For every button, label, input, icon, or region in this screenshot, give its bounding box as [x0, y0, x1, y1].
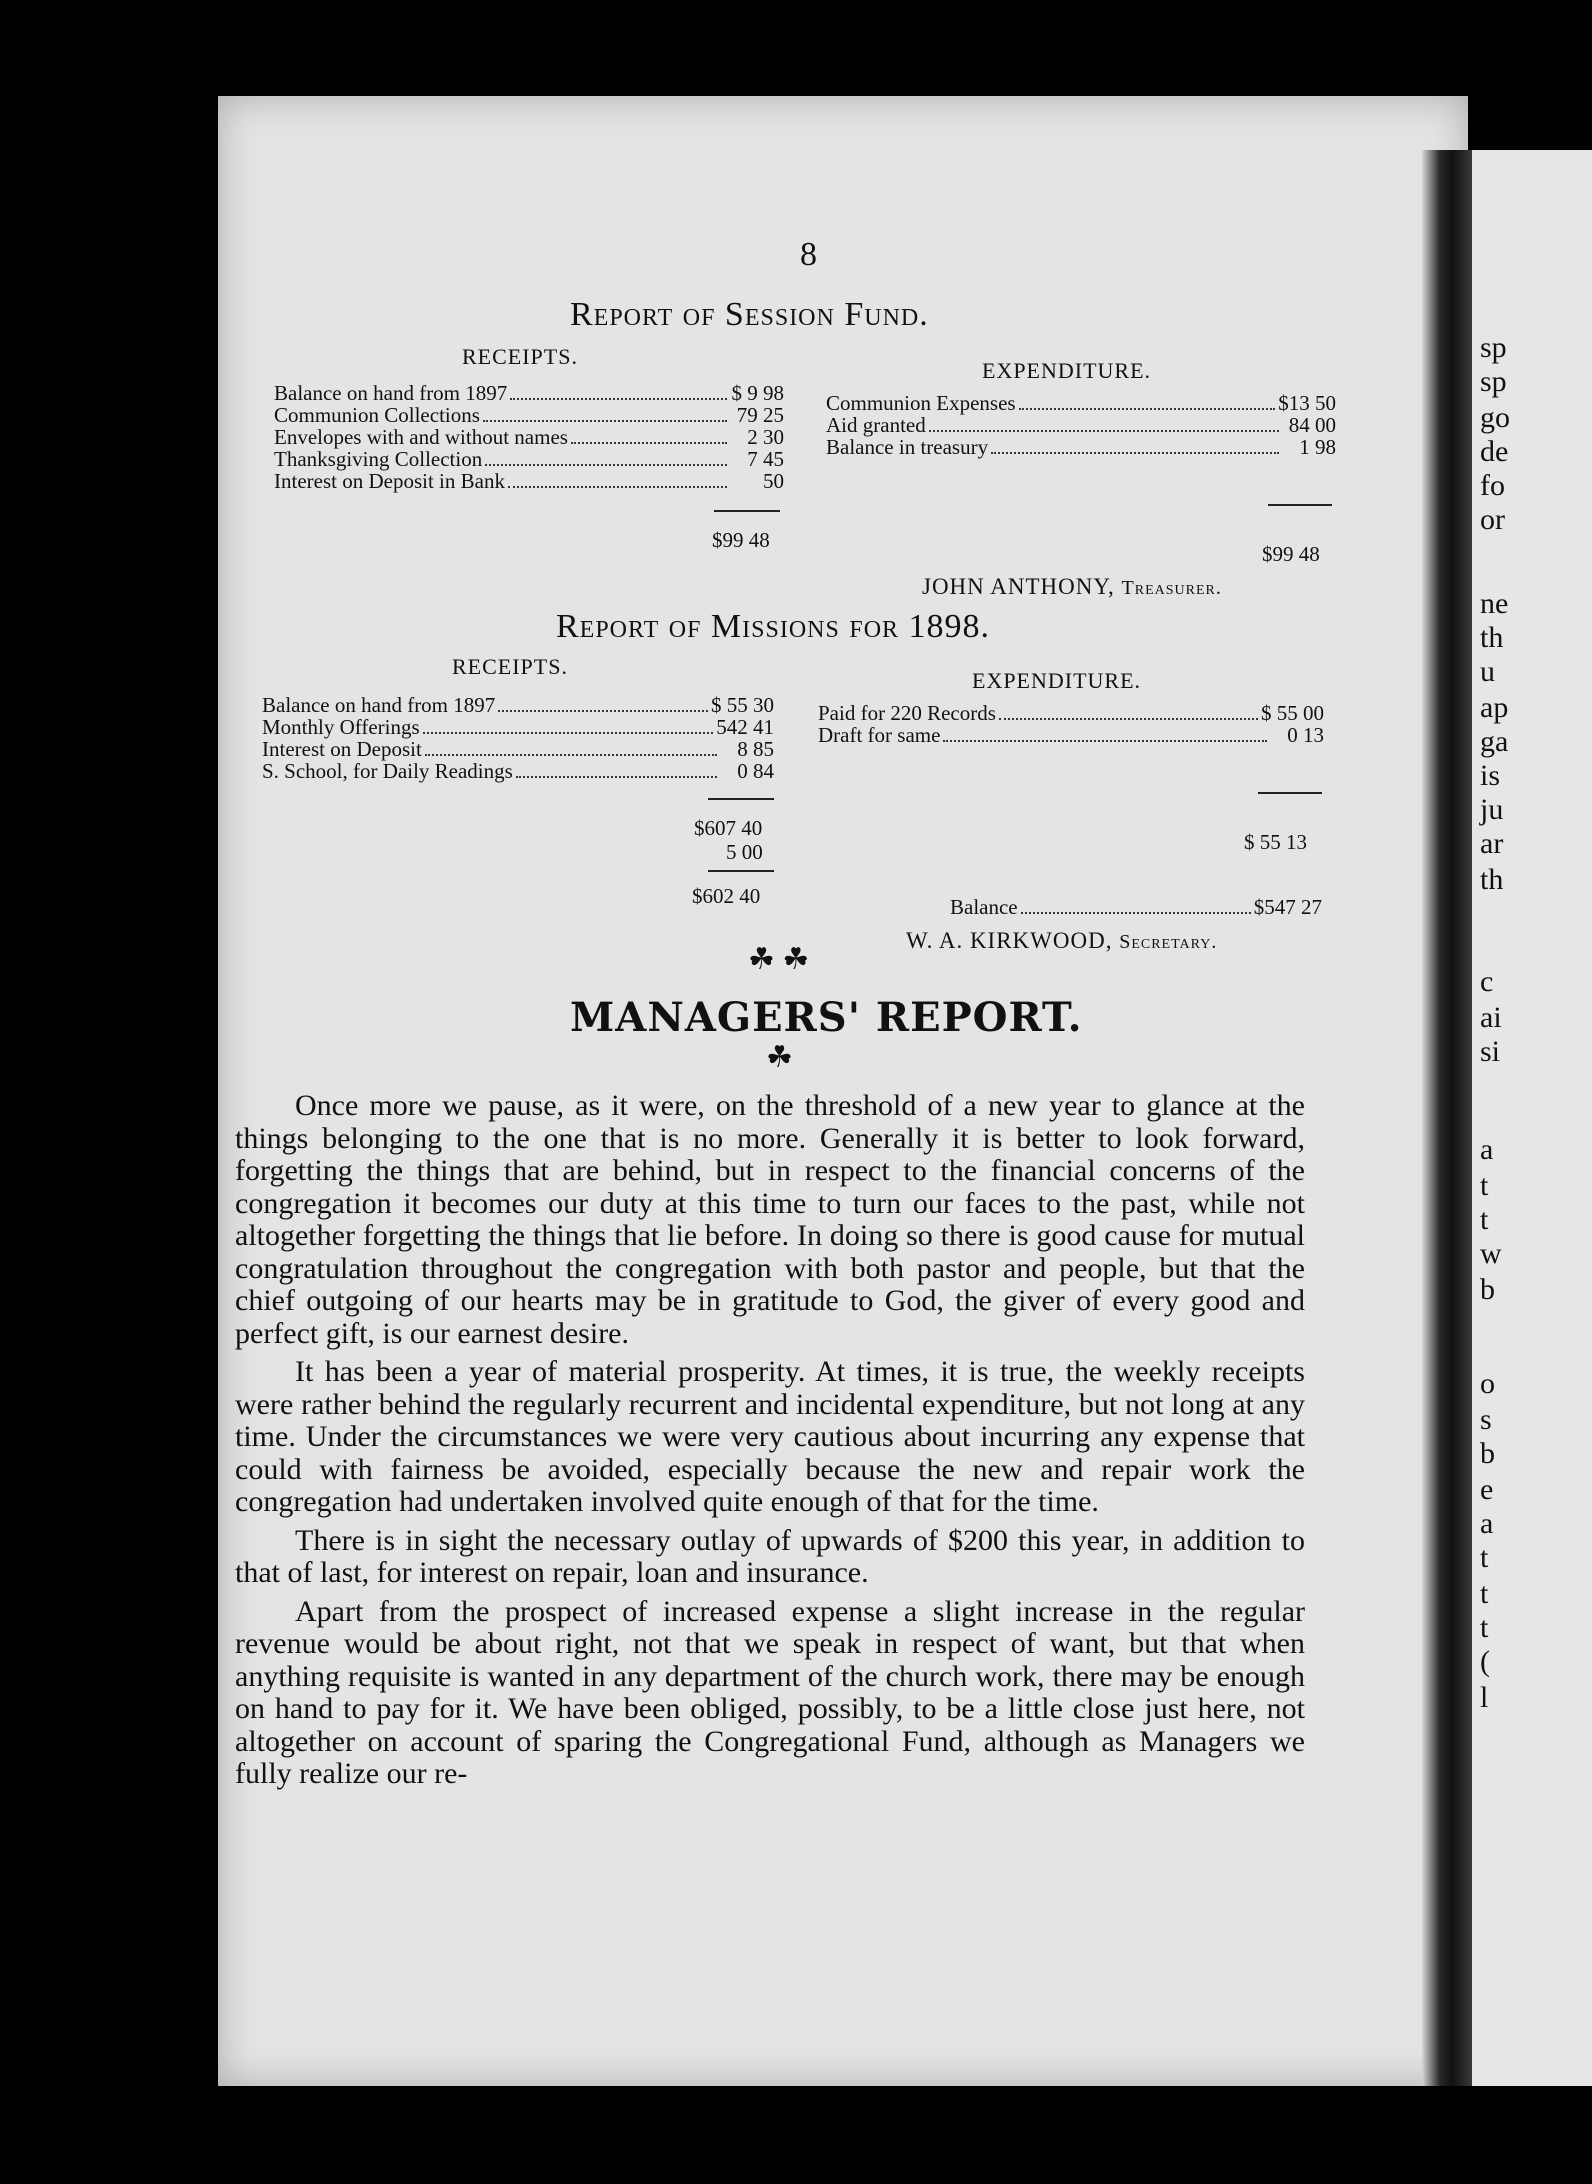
dot-leader — [516, 776, 717, 778]
row-label: Communion Collections — [274, 403, 480, 427]
facing-page-fragment: s — [1480, 1403, 1492, 1436]
dot-leader — [1019, 408, 1276, 410]
balance-label: Balance — [950, 895, 1018, 919]
missions-receipt-row — [262, 738, 774, 761]
facing-page-fragment: sp — [1480, 365, 1507, 398]
sum-rule — [714, 510, 780, 512]
facing-page-fragment: t — [1480, 1541, 1489, 1574]
missions-receipts-total: $602 40 — [692, 884, 761, 908]
row-label: Envelopes with and without names — [274, 425, 568, 449]
session-fund-title: Report of Session Fund. — [570, 296, 929, 333]
dot-leader — [508, 486, 727, 488]
facing-page-fragment: b — [1480, 1273, 1495, 1306]
ornament-single: ☘ — [766, 1041, 793, 1074]
dot-leader — [999, 718, 1258, 720]
dot-leader — [510, 398, 727, 400]
facing-page-fragment: ju — [1480, 793, 1504, 826]
row-label: Balance on hand from 1897 — [262, 693, 496, 717]
missions-receipt-row — [262, 694, 774, 717]
facing-page-fragment: de — [1480, 435, 1509, 468]
dot-leader — [1021, 912, 1251, 914]
facing-page-fragment: or — [1480, 503, 1505, 536]
facing-page-fragment: e — [1480, 1473, 1494, 1506]
facing-page-fragment: a — [1480, 1133, 1494, 1166]
session-expenditure-total: $99 48 — [1262, 542, 1320, 566]
facing-page-fragment: u — [1480, 655, 1495, 688]
row-amount: $ 9 98 — [731, 381, 784, 405]
book-gutter — [1422, 150, 1472, 2086]
row-label: Paid for 220 Records — [818, 701, 996, 725]
session-receipts-heading: RECEIPTS. — [462, 344, 578, 369]
facing-page-fragment: sp — [1480, 331, 1507, 364]
sum-rule — [1258, 792, 1322, 794]
facing-page-fragment: c — [1480, 965, 1494, 998]
facing-page-fragment: ne — [1480, 587, 1509, 620]
row-label: Aid granted — [826, 413, 926, 437]
dot-leader — [571, 442, 727, 444]
dot-leader — [485, 464, 727, 466]
row-amount: 79 25 — [736, 403, 784, 427]
facing-page-fragment: t — [1480, 1611, 1489, 1644]
signature-title: Treasurer. — [1121, 577, 1222, 599]
row-amount: 2 30 — [747, 425, 784, 449]
signature-title: Secretary. — [1119, 931, 1218, 953]
facing-page-fragment: t — [1480, 1577, 1489, 1610]
facing-page-fragment: t — [1480, 1169, 1489, 1202]
row-amount: 0 13 — [1287, 723, 1324, 747]
facing-page-fragment: w — [1480, 1237, 1502, 1270]
facing-page — [1472, 150, 1592, 2086]
dot-leader — [423, 732, 714, 734]
facing-page-fragment: th — [1480, 621, 1504, 654]
facing-page-fragment: ( — [1480, 1645, 1490, 1678]
facing-page-fragment: ai — [1480, 1001, 1502, 1034]
sum-rule — [708, 870, 774, 872]
facing-page-fragment: o — [1480, 1367, 1495, 1400]
row-amount: $ 55 00 — [1261, 701, 1324, 725]
missions-receipt-row — [262, 716, 774, 739]
paragraph: Apart from the prospect of increased expense a slight increase in the regular revenue would be about right, not that we speak in respect of want, but that when anything requisite is wanted in any department of the church work, there may be enough on hand to pay for it. We have been obliged, possibly, to be a little close just here, not altogether on account of sparing the Congregational Fund, although as Managers we fully realize our re- — [235, 1594, 1305, 1790]
sum-rule — [708, 798, 774, 800]
dot-leader — [929, 430, 1279, 432]
page-number: 8 — [800, 236, 817, 273]
dot-leader — [498, 710, 708, 712]
missions-receipts-subtotal: $607 40 — [694, 816, 763, 840]
facing-page-fragment: is — [1480, 759, 1501, 792]
session-expenditure-row — [826, 392, 1336, 415]
managers-report-title: MANAGERS' REPORT. — [570, 994, 1083, 1041]
session-expenditure-row — [826, 436, 1336, 459]
dot-leader — [991, 452, 1279, 454]
facing-page-fragment: th — [1480, 863, 1504, 896]
missions-expenditure-heading: EXPENDITURE. — [972, 668, 1142, 693]
facing-page-fragment: b — [1480, 1437, 1495, 1470]
missions-receipts-heading: RECEIPTS. — [452, 654, 568, 679]
sum-rule — [1268, 504, 1332, 506]
row-label: Communion Expenses — [826, 391, 1016, 415]
session-receipt-row — [274, 382, 784, 405]
row-label: Draft for same — [818, 723, 941, 747]
signature-name: JOHN ANTHONY, — [922, 574, 1115, 599]
balance-amount: $547 27 — [1253, 895, 1322, 919]
facing-page-fragment: ar — [1480, 827, 1504, 860]
missions-expenditure-row — [818, 702, 1324, 725]
row-amount: 8 85 — [737, 737, 774, 761]
row-label: S. School, for Daily Readings — [262, 759, 513, 783]
row-amount: 84 00 — [1288, 413, 1336, 437]
facing-page-fragment: a — [1480, 1507, 1494, 1540]
session-receipt-row — [274, 426, 784, 449]
session-expenditure-row — [826, 414, 1336, 437]
missions-expenditure-row — [818, 724, 1324, 747]
dot-leader — [483, 420, 727, 422]
facing-page-fragment: si — [1480, 1035, 1501, 1068]
missions-receipts-deduction: 5 00 — [726, 840, 763, 864]
facing-page-fragment: ap — [1480, 691, 1509, 724]
missions-balance-row — [950, 896, 1322, 919]
row-label: Interest on Deposit in Bank — [274, 469, 505, 493]
dot-leader — [943, 740, 1267, 742]
session-expenditure-heading: EXPENDITURE. — [982, 358, 1152, 383]
session-receipt-row — [274, 470, 784, 493]
missions-receipt-row — [262, 760, 774, 783]
missions-title: Report of Missions for 1898. — [556, 608, 991, 645]
row-amount: 0 84 — [737, 759, 774, 783]
facing-page-fragment: l — [1480, 1681, 1489, 1714]
facing-page-fragment: t — [1480, 1203, 1489, 1236]
signature-name: W. A. KIRKWOOD, — [906, 928, 1113, 953]
session-receipts-total: $99 48 — [712, 528, 770, 552]
row-amount: 542 41 — [716, 715, 774, 739]
facing-page-fragment: fo — [1480, 469, 1505, 502]
row-amount: 50 — [763, 469, 784, 493]
session-receipt-row — [274, 404, 784, 427]
row-amount: 7 45 — [747, 447, 784, 471]
paragraph: There is in sight the necessary outlay of upwards of $200 this year, in addition to that of last, for interest on repair, loan and insurance. — [235, 1523, 1305, 1589]
paragraph: It has been a year of material prosperity. At times, it is true, the weekly receipts were rather behind the regularly recurrent and incidental expenditure, but not long at any time. Under the circumstances we were very cautious about incurring any expense that could with fairness be avoided, especially because the new and repair work the congregation had undertaken involved quite enough of that for the time. — [235, 1355, 1305, 1518]
facing-page-fragment: ga — [1480, 725, 1509, 758]
row-label: Thanksgiving Collection — [274, 447, 483, 471]
missions-expenditure-total: $ 55 13 — [1244, 830, 1307, 854]
session-signature — [922, 574, 1222, 600]
row-label: Interest on Deposit — [262, 737, 422, 761]
facing-page-fragment: go — [1480, 401, 1510, 434]
row-amount: $ 55 30 — [711, 693, 774, 717]
ornament-divider: ☘ ☘ — [748, 943, 810, 976]
paragraph: Once more we pause, as it were, on the threshold of a new year to glance at the things belonging to the one that is no more. Generally it is better to look forward, forgetting the things that are behind, but in respect to the financial concerns of the congregation it becomes our duty at this time to turn our faces to the past, while not altogether forgetting the things that lie before. In doing so there is good cause for mutual congratulation throughout the congregation with both pastor and people, but that the chief outgoing of our hearts may be in gratitude to God, the giver of every good and perfect gift, is our earnest desire. — [235, 1089, 1305, 1350]
report-body — [235, 1090, 1305, 1797]
row-label: Monthly Offerings — [262, 715, 420, 739]
missions-signature — [906, 928, 1217, 954]
row-label: Balance on hand from 1897 — [274, 381, 508, 405]
row-label: Balance in treasury — [826, 435, 989, 459]
dot-leader — [425, 754, 717, 756]
row-amount: $13 50 — [1278, 391, 1336, 415]
row-amount: 1 98 — [1299, 435, 1336, 459]
session-receipt-row — [274, 448, 784, 471]
